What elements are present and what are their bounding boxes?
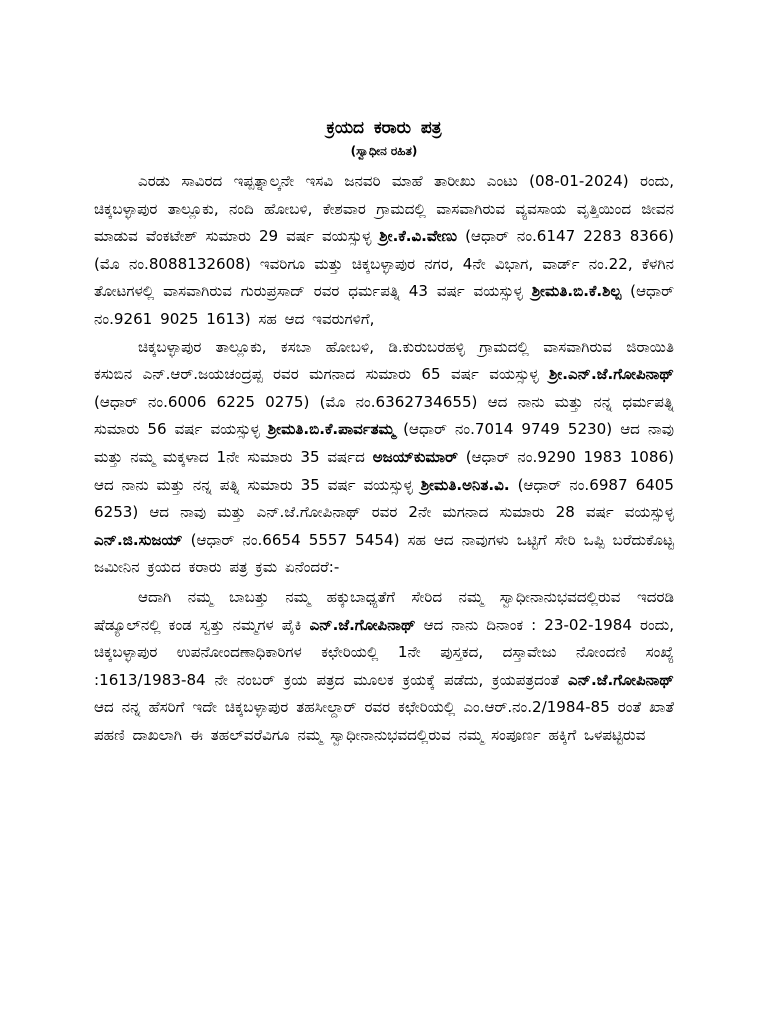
- party-name: ಎನ್.ಜೆ.ಗೋಪಿನಾಥ್: [309, 615, 416, 634]
- party-name: ಶ್ರೀಮತಿ.ಅನಿತ.ವಿ.: [420, 475, 510, 494]
- party-name: ಅಜಯ್‌ಕುಮಾರ್: [372, 447, 458, 466]
- paragraph-3: [94, 584, 674, 750]
- paragraph-3-text: ಆದಾಗಿ ನಮ್ಮ ಬಾಬತ್ತು ನಮ್ಮ ಹಕ್ಕುಬಾಧ್ಯತೆಗೆ ಸೇರಿದ ನಮ್ಮ ಸ್ವಾಧೀನಾನುಭವದಲ್ಲಿರುವ ಇದರಡಿ ಷೆಡ್ಯೂಲ್‌ನಲ್ಲಿ ಕಂಡ ಸ್ವತ್ತು ನಮ್ಮಗಳ ಪೈಕಿ: [94, 587, 674, 634]
- paragraph-2-text: (ಆಧಾರ್ ನಂ.6654 5557 5454) ಸಹ ಆದ ನಾವುಗಳು ಒಟ್ಟಿಗೆ ಸೇರಿ ಒಪ್ಪಿ ಬರೆದುಕೊಟ್ಟ ಜಮೀನಿನ ಕ್ರಯದ ಕರಾರು ಪತ್ರ ಕ್ರಮ ಏನೆಂದರೆ:-: [94, 530, 674, 577]
- paragraph-2-text: (ಆಧಾರ್ ನಂ.6987 6405 6253) ಆದ ನಾವು ಮತ್ತು ಎನ್.ಜೆ.ಗೋಪಿನಾಥ್ ರವರ 2ನೇ ಮಗನಾದ ಸುಮಾರು 28 ವರ್ಷ ವಯಸ್ಸುಳ್ಳ: [94, 475, 674, 522]
- paragraph-1-text: (ಆಧಾರ್ ನಂ.9261 9025 1613) ಸಹ ಆದ ಇವರುಗಳಿಗೆ,: [94, 282, 674, 328]
- document-subtitle: (ಸ್ವಾಧೀನ ರಹಿತ): [350, 144, 418, 158]
- document-title: ಕ್ರಯದ ಕರಾರು ಪತ್ರ: [326, 118, 442, 138]
- party-name: ಶ್ರೀಮತಿ.ಬಿ.ಕೆ.ಶಿಲ್ಪ: [531, 282, 622, 301]
- party-name: ಶ್ರೀ.ಕೆ.ವಿ.ವೇಣು: [379, 227, 458, 246]
- paragraph-1-text: ಎರಡು ಸಾವಿರದ ಇಪ್ಪತ್ನಾಲ್ಕನೇ ಇಸವಿ ಜನವರಿ ಮಾಹೆ ತಾರೀಖು ಎಂಟು (08-01-2024) ರಂದು, ಚಿಕ್ಕಬಳ್ಳಾಪುರ ತಾಲ್ಲೂಕು, ನಂದಿ ಹೋಬಳಿ, ಕೇಶವಾರ ಗ್ರಾಮದಲ್ಲಿ ವಾಸವಾಗಿರುವ ವ್ಯವಸಾಯ ವೃತ್ತಿಯಿಂದ ಜೀವನ ಮಾಡುವ ವೆಂಕಟೇಶ್ ಸುಮಾರು 29 ವರ್ಷ ವಯಸ್ಸುಳ್ಳ: [94, 172, 674, 246]
- paragraph-3-text: ಆದ ನನ್ನ ಹೆಸರಿಗೆ ಇದೇ ಚಿಕ್ಕಬಳ್ಳಾಪುರ ತಹಸೀಲ್ದಾರ್ ರವರ ಕಛೇರಿಯಲ್ಲಿ ಎಂ.ಆರ್.ನಂ.2/1984-85 ರಂತೆ ಖಾತೆ ಪಹಣಿ ದಾಖಲಾಗಿ ಈ ತಹಲ್‌ವರೆವಿಗೂ ನಮ್ಮ ಸ್ವಾಧೀನಾನುಭವದಲ್ಲಿರುವ ನಮ್ಮ ಸಂಪೂರ್ಣ ಹಕ್ಕಿಗೆ ಒಳಪಟ್ಟಿರುವ: [94, 698, 674, 744]
- paragraph-2-text: (ಆಧಾರ್ ನಂ.6006 6225 0275) (ಮೊ ನಂ.6362734655) ಆದ ನಾನು ಮತ್ತು ನನ್ನ ಧರ್ಮಪತ್ನಿ ಸುಮಾರು 56 ವರ್ಷ ವಯಸ್ಸುಳ್ಳ: [94, 392, 674, 439]
- paragraph-2-text: ಚಿಕ್ಕಬಳ್ಳಾಪುರ ತಾಲ್ಲೂಕು, ಕಸಬಾ ಹೋಬಳಿ, ಡಿ.ಕುರುಬರಹಳ್ಳಿ ಗ್ರಾಮದಲ್ಲಿ ವಾಸವಾಗಿರುವ ಜಿರಾಯಿತಿ ಕಸುಬಿನ ಎನ್.ಆರ್.ಜಯಚಂದ್ರಪ್ಪ ರವರ ಮಗನಾದ ಸುಮಾರು 65 ವರ್ಷ ವಯಸ್ಸುಳ್ಳ: [94, 337, 674, 384]
- party-name: ಶ್ರೀಮತಿ.ಬಿ.ಕೆ.ಪಾರ್ವತಮ್ಮ: [267, 420, 396, 439]
- paragraph-1: [94, 168, 674, 334]
- paragraph-2-text: (ಆಧಾರ್ ನಂ.9290 1983 1086) ಆದ ನಾನು ಮತ್ತು ನನ್ನ ಪತ್ನಿ ಸುಮಾರು 35 ವರ್ಷ ವಯಸ್ಸುಳ್ಳ: [94, 447, 675, 494]
- paragraph-1-text: (ಆಧಾರ್ ನಂ.6147 2283 8366) (ಮೊ ನಂ.8088132608) ಇವರಿಗೂ ಮತ್ತು ಚಿಕ್ಕಬಳ್ಳಾಪುರ ನಗರ, 4ನೇ ವಿಭಾಗ, ವಾರ್ಡ್ ನಂ.22, ಕೆಳಗಿನ ತೋಟಗಳಲ್ಲಿ ವಾಸವಾಗಿರುವ ಗುರುಪ್ರಸಾದ್ ರವರ ಧರ್ಮಪತ್ನಿ 43 ವರ್ಷ ವಯಸ್ಸುಳ್ಳ: [94, 227, 675, 301]
- paragraph-3-text: ಆದ ನಾನು ದಿನಾಂಕ : 23-02-1984 ರಂದು, ಚಿಕ್ಕಬಳ್ಳಾಪುರ ಉಪನೋಂದಣಾಧಿಕಾರಿಗಳ ಕಛೇರಿಯಲ್ಲಿ 1ನೇ ಪುಸ್ತಕದ, ದಸ್ತಾವೇಜು ನೋಂದಣಿ ಸಂಖ್ಯೆ :1613/1983-84 ನೇ ನಂಬರ್ ಕ್ರಯ ಪತ್ರದ ಮೂಲಕ ಕ್ರಯಕ್ಕೆ ಪಡೆದು, ಕ್ರಯಪತ್ರದಂತೆ: [94, 615, 674, 689]
- party-name: ಶ್ರೀ.ಎನ್.ಜೆ.ಗೋಪಿನಾಥ್: [549, 365, 674, 384]
- paragraph-2-text: (ಆಧಾರ್ ನಂ.7014 9749 5230) ಆದ ನಾವು ಮತ್ತು ನಮ್ಮ ಮಕ್ಕಳಾದ 1ನೇ ಸುಮಾರು 35 ವರ್ಷದ: [94, 420, 674, 466]
- party-name: ಎನ್.ಜಿ.ಸುಜಯ್: [94, 530, 183, 549]
- paragraph-2: [94, 334, 674, 582]
- party-name: ಎನ್.ಜೆ.ಗೋಪಿನಾಥ್: [568, 670, 674, 689]
